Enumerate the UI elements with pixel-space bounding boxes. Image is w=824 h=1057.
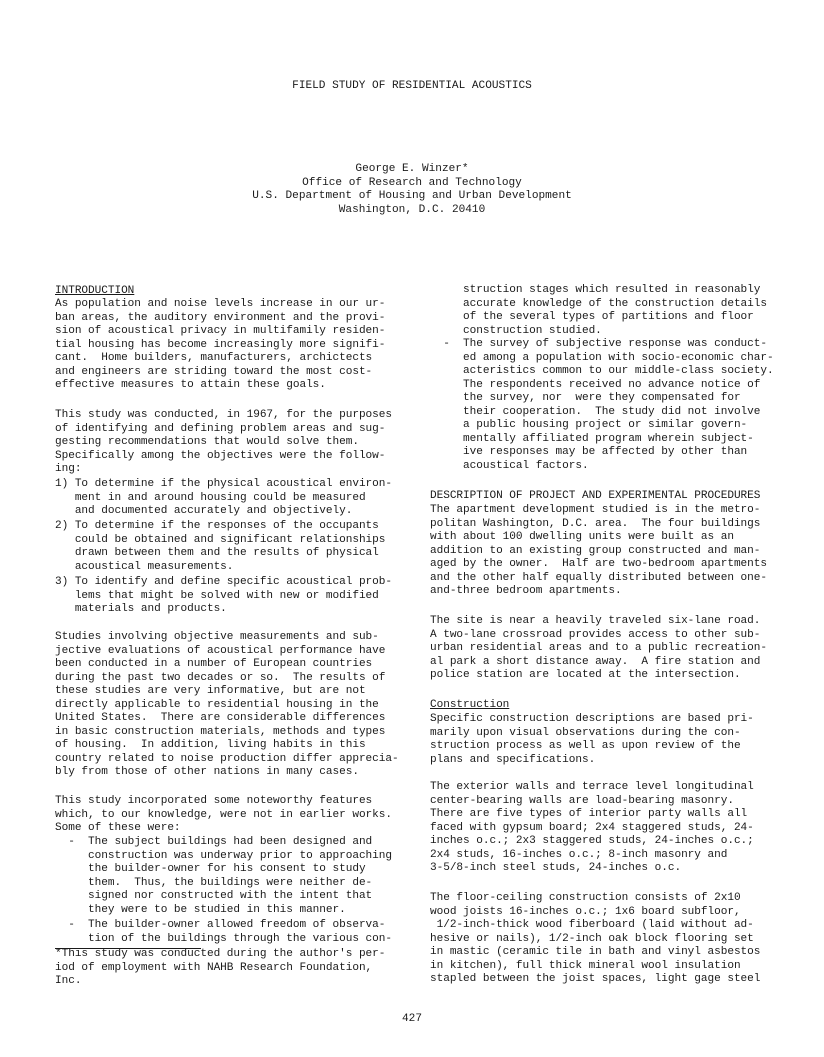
description-line: with about 100 dwelling units were built as an [430, 531, 734, 543]
feature-item-line: the survey, nor were they compensated for [430, 392, 741, 404]
features-line: which, to our knowledge, were not in earlier works. [55, 808, 392, 821]
feature-item-line: struction stages which resulted in reasonably [430, 284, 761, 296]
objective-line: drawn between them and the results of physical [55, 547, 379, 559]
intro-line: and engineers are striding toward the most cost- [55, 365, 373, 378]
feature-item-line: acoustical factors. [430, 459, 589, 472]
studies-line: during the past two decades or so. The results of [55, 671, 386, 684]
objective-line: materials and products. [55, 603, 227, 615]
construction-line: struction process as well as upon review of the [430, 740, 741, 752]
features-line: This study incorporated some noteworthy features [55, 795, 373, 807]
feature-item-line: signed nor constructed with the intent that [55, 890, 373, 902]
feature-item-line: accurate knowledge of the construction details [430, 297, 767, 310]
intro-line: sion of acoustical privacy in multifamily residen- [55, 325, 386, 337]
intro-line: As population and noise levels increase in our ur- [55, 298, 386, 310]
walls-line: 3-5/8-inch steel studs, 24-inches o.c. [430, 862, 682, 874]
feature-item-line: - The subject buildings had been designed and [55, 836, 373, 848]
floor-line: in kitchen), full thick mineral wool insulation [430, 959, 741, 972]
feature-item-line: construction studied. [430, 324, 602, 337]
feature-item-line: ed among a population with socio-economic char- [430, 351, 774, 364]
walls-line: 2x4 studs, 16-inches o.c.; 8-inch masonry and [430, 848, 728, 861]
intro-line: cant. Home builders, manufacturers, archictects [55, 352, 373, 364]
feature-item-line: acteristics common to our middle-class society. [430, 365, 774, 377]
feature-item-line: of the several types of partitions and floor [430, 311, 754, 323]
feature-item-line: tion of the buildings through the various con- [55, 932, 392, 945]
walls-line: center-bearing walls are load-bearing masonry. [430, 794, 734, 807]
study-line: gesting recommendations that would solve them. [55, 436, 359, 448]
heading-construction: Construction [430, 699, 510, 711]
studies-line: jective evaluations of acoustical performance have [55, 644, 386, 657]
features-line: Some of these were: [55, 822, 181, 834]
studies-line: these studies are very informative, but are not [55, 685, 366, 697]
objective-line: could be obtained and significant relationships [55, 533, 386, 546]
floor-line: hesive or nails), 1/2-inch oak block flooring set [430, 932, 754, 945]
studies-line: directly applicable to residential housing in the [55, 698, 379, 711]
construction-line: plans and specifications. [430, 753, 596, 766]
objective-line: ment in and around housing could be measured [55, 491, 366, 504]
objective-line: acoustical measurements. [55, 560, 234, 573]
intro-line: effective measures to attain these goals. [55, 379, 326, 391]
description-line: and-three bedroom apartments. [430, 585, 622, 597]
description-line: aged by the owner. Half are two-bedroom apartments [430, 558, 767, 570]
walls-line: There are five types of interior party walls all [430, 808, 748, 820]
paper-title: FIELD STUDY OF RESIDENTIAL ACOUSTICS [292, 80, 532, 92]
walls-line: The exterior walls and terrace level longitudinal [430, 781, 754, 793]
description-line: politan Washington, D.C. area. The four buildings [430, 517, 761, 530]
floor-line: in mastic (ceramic tile in bath and vinyl asbestos [430, 946, 761, 958]
feature-item-line: The respondents received no advance notice of [430, 378, 761, 391]
walls-line: inches o.c.; 2x3 staggered studs, 24-inches o.c.; [430, 835, 754, 847]
objective-line: lems that might be solved with new or modified [55, 589, 379, 602]
author-office: Office of Research and Technology [302, 177, 522, 189]
intro-line: tial housing has become increasingly more signifi- [55, 338, 386, 351]
author-location: Washington, D.C. 20410 [338, 204, 486, 216]
studies-line: in basic construction materials, methods and types [55, 725, 386, 738]
footnote-line: *This study was conducted during the author's per- [55, 948, 386, 960]
study-line: ing: [55, 463, 82, 475]
objective-line: and documented accurately and objectively. [55, 505, 353, 517]
feature-item-line: they were to be studied in this manner. [55, 903, 346, 916]
feature-item-line: a public housing project or similar govern- [430, 419, 748, 431]
feature-item-line: ive responses may be affected by other than [430, 446, 748, 458]
author-name: George E. Winzer* [355, 163, 469, 175]
feature-item-line: the builder-owner for his consent to study [55, 863, 366, 875]
floor-line: stapled between the joist spaces, light gage steel [430, 973, 761, 985]
intro-line: ban areas, the auditory environment and the provi- [55, 311, 386, 324]
author-department: U.S. Department of Housing and Urban Development [252, 190, 572, 202]
studies-line: bly from those of other nations in many cases. [55, 766, 359, 778]
studies-line: been conducted in a number of European countries [55, 658, 373, 670]
footnote-line: iod of employment with NAHB Research Foundation, [55, 961, 373, 974]
study-line: Specifically among the objectives were the follow- [55, 449, 386, 462]
study-line: This study was conducted, in 1967, for the purposes [55, 409, 392, 421]
site-line: police station are located at the intersection. [430, 669, 741, 681]
studies-line: Studies involving objective measurements and sub- [55, 631, 379, 643]
floor-line: The floor-ceiling construction consists of 2x10 [430, 892, 741, 904]
site-line: al park a short distance away. A fire station and [430, 655, 761, 668]
walls-line: faced with gypsum board; 2x4 staggered studs, 24- [430, 821, 754, 834]
feature-item-line: - The survey of subjective response was conduct- [430, 338, 767, 350]
studies-line: country related to noise production differ apprecia- [55, 752, 399, 765]
heading-description: DESCRIPTION OF PROJECT AND EXPERIMENTAL PROCEDURES [430, 490, 761, 502]
feature-item-line: them. Thus, the buildings were neither de- [55, 876, 373, 889]
objective-line: 2) To determine if the responses of the occupants [55, 520, 379, 532]
description-line: and the other half equally distributed between one- [430, 571, 767, 584]
objective-line: 3) To identify and define specific acoustical prob- [55, 576, 392, 588]
objective-line: 1) To determine if the physical acoustical environ- [55, 478, 392, 490]
construction-line: Specific construction descriptions are based pri- [430, 713, 754, 725]
study-line: of identifying and defining problem areas and sug- [55, 422, 386, 435]
footnote-line: Inc. [55, 975, 82, 987]
description-line: The apartment development studied is in the metro- [430, 504, 761, 516]
floor-line: 1/2-inch-thick wood fiberboard (laid without ad- [430, 919, 754, 931]
site-line: A two-lane crossroad provides access to other sub- [430, 628, 761, 641]
floor-line: wood joists 16-inches o.c.; 1x6 board subfloor, [430, 905, 741, 918]
description-line: addition to an existing group constructed and man- [430, 544, 761, 557]
feature-item-line: - The builder-owner allowed freedom of observa- [55, 919, 386, 931]
studies-line: United States. There are considerable differences [55, 712, 386, 724]
site-line: The site is near a heavily traveled six-lane road. [430, 615, 761, 627]
feature-item-line: mentally affiliated program wherein subject- [430, 432, 754, 445]
site-line: urban residential areas and to a public recreation- [430, 642, 767, 654]
page-number: 427 [402, 1013, 422, 1025]
studies-line: of housing. In addition, living habits in this [55, 739, 366, 751]
feature-item-line: construction was underway prior to approaching [55, 849, 392, 862]
construction-line: marily upon visual observations during the con- [430, 726, 741, 739]
feature-item-line: their cooperation. The study did not involve [430, 405, 761, 418]
heading-introduction: INTRODUCTION [55, 285, 135, 297]
